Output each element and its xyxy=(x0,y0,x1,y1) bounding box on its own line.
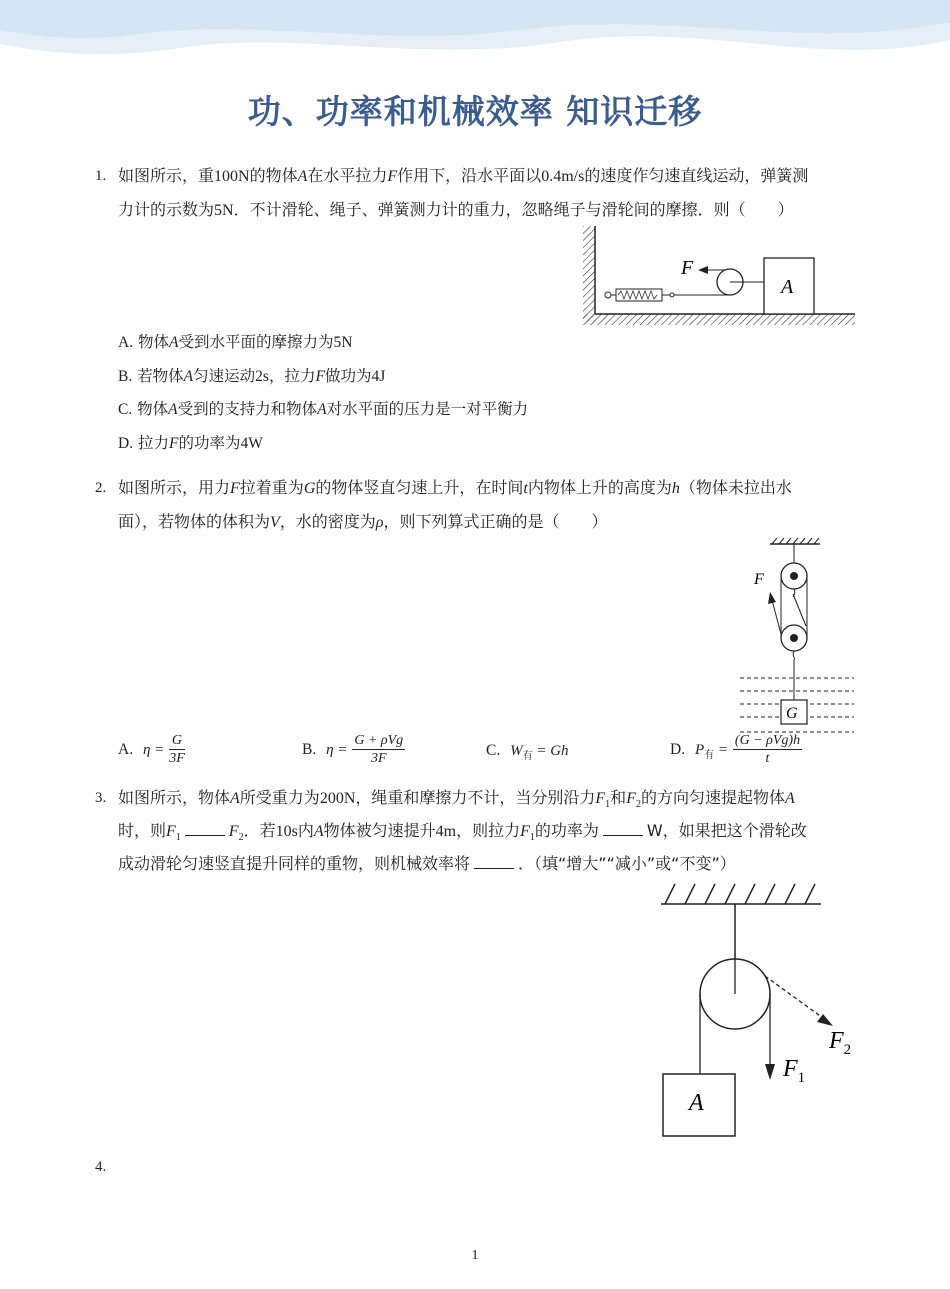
question-2-option-d[interactable]: D. $P_有$ = $\frac{\text{(G − ρVg)h}}{t}$ xyxy=(670,733,801,766)
question-3-line-3: 成动滑轮匀速竖直提升同样的重物，则机械效率将 ．（填“增大”“减小”或“不变”） xyxy=(118,854,736,873)
question-2-option-c[interactable]: C. $W_有 = Gh$ xyxy=(486,742,569,763)
question-2-line-2: 面），若物体的体积为V，水的密度为ρ，则下列算式正确的是（ ） xyxy=(118,512,608,531)
q3-f1-label: $F_1$ xyxy=(783,1056,806,1086)
answer-blank-2[interactable] xyxy=(603,821,643,836)
question-2-figure xyxy=(736,534,858,740)
question-4-number: 4. xyxy=(95,1159,107,1175)
question-1-option-d[interactable]: D. 拉力F的功率为4W xyxy=(118,434,263,452)
q3-block-label: A xyxy=(689,1090,704,1116)
page-title: 功、功率和机械效率 知识迁移 xyxy=(247,92,703,131)
q3-f2-label: $F_2$ xyxy=(829,1028,852,1058)
question-1-number: 1. xyxy=(95,168,107,184)
q1-block-label: A xyxy=(781,276,794,298)
q2-force-label: F xyxy=(754,571,764,588)
page-number: 1 xyxy=(471,1248,479,1263)
question-1-option-b[interactable]: B. 若物体A匀速运动2s，拉力F做功为4J xyxy=(118,367,386,385)
question-1-line-2: 力计的示数为5N．不计滑轮、绳子、弹簧测力计的重力，忽略绳子与滑轮间的摩擦．则（ ） xyxy=(118,200,794,219)
question-1-figure xyxy=(578,224,858,328)
question-3-number: 3. xyxy=(95,790,107,806)
question-1-option-a[interactable]: A. 物体A受到水平面的摩擦力为5N xyxy=(118,333,353,351)
answer-blank-1[interactable] xyxy=(185,821,225,836)
question-3-line-1: 如图所示，物体A所受重力为200N，绳重和摩擦力不计，当分别沿力$F_1$和$F_2$的方向匀速提起物体A xyxy=(118,788,795,811)
question-2-number: 2. xyxy=(95,480,107,496)
question-2-option-a[interactable]: A. η = $\frac{G}{3F}$ xyxy=(118,733,185,766)
question-1-option-c[interactable]: C. 物体A受到的支持力和物体A对水平面的压力是一对平衡力 xyxy=(118,400,529,418)
q1-force-label: F xyxy=(681,257,694,279)
answer-blank-3[interactable] xyxy=(474,854,514,869)
q2-weight-label: G xyxy=(786,705,798,722)
question-3-line-2: 时，则$F_1$ $F_2$．若10s内A物体被匀速提升4m，则拉力$F_1$的功率为 W，如果把这个滑轮改 xyxy=(118,821,807,844)
header-wave xyxy=(0,0,950,70)
question-2-line-1: 如图所示，用力F拉着重为G的物体竖直匀速上升，在时间t内物体上升的高度为h（物体未拉出水 xyxy=(118,478,792,497)
question-3-figure xyxy=(655,876,860,1142)
question-2-option-b[interactable]: B. η = $\frac{\text{G + ρVg}}{3F}$ xyxy=(302,733,404,766)
question-1-line-1: 如图所示，重100N的物体A在水平拉力F作用下，沿水平面以0.4m/s的速度作匀速直线运动，弹簧测 xyxy=(118,166,809,185)
